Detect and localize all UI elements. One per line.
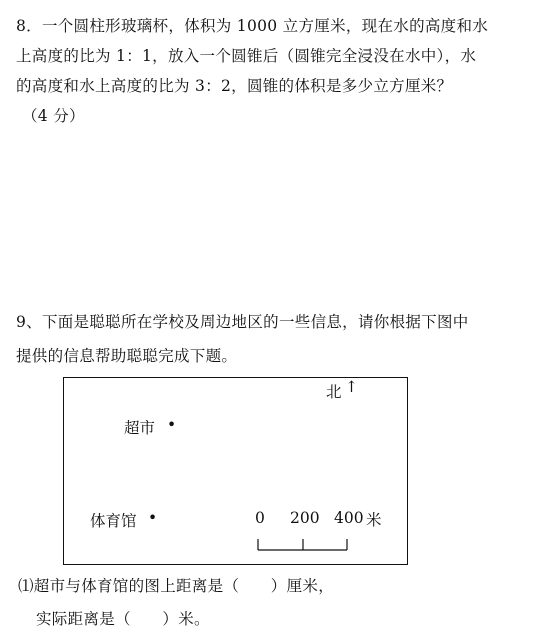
- q9-text-line-2: 提供的信息帮助聪聪完成下题。: [16, 347, 238, 365]
- supermarket-dot-icon: •: [167, 416, 177, 434]
- q8-text-line-3: 的高度和水上高度的比为 3：2，圆锥的体积是多少立方厘米？: [16, 77, 453, 95]
- scale-label-0: 0: [255, 509, 265, 527]
- q8-score: （4 分）: [22, 107, 85, 125]
- scale-unit: 米: [366, 511, 382, 529]
- q9-text-line-1: 9、下面是聪聪所在学校及周边地区的一些信息，请你根据下图中: [16, 313, 469, 331]
- map-frame: [63, 377, 408, 565]
- supermarket-label: 超市: [124, 419, 156, 437]
- scale-label-400: 400: [334, 509, 364, 527]
- gym-label: 体育馆: [90, 512, 137, 530]
- north-arrow-icon: ↑: [345, 378, 358, 396]
- scale-label-200: 200: [290, 509, 320, 527]
- q8-text-line-1: 8．一个圆柱形玻璃杯，体积为 1000 立方厘米，现在水的高度和水: [16, 17, 489, 35]
- sub1-line-1: ⑴超市与体育馆的图上距离是（ ）厘米，: [18, 577, 335, 595]
- sub1-line-2: 实际距离是（ ）米。: [36, 610, 210, 628]
- gym-dot-icon: •: [148, 509, 158, 527]
- q8-text-line-2: 上高度的比为 1：1，放入一个圆锥后（圆锥完全浸没在水中），水: [16, 47, 477, 65]
- north-label: 北: [326, 383, 342, 401]
- scale-bar: [250, 535, 355, 555]
